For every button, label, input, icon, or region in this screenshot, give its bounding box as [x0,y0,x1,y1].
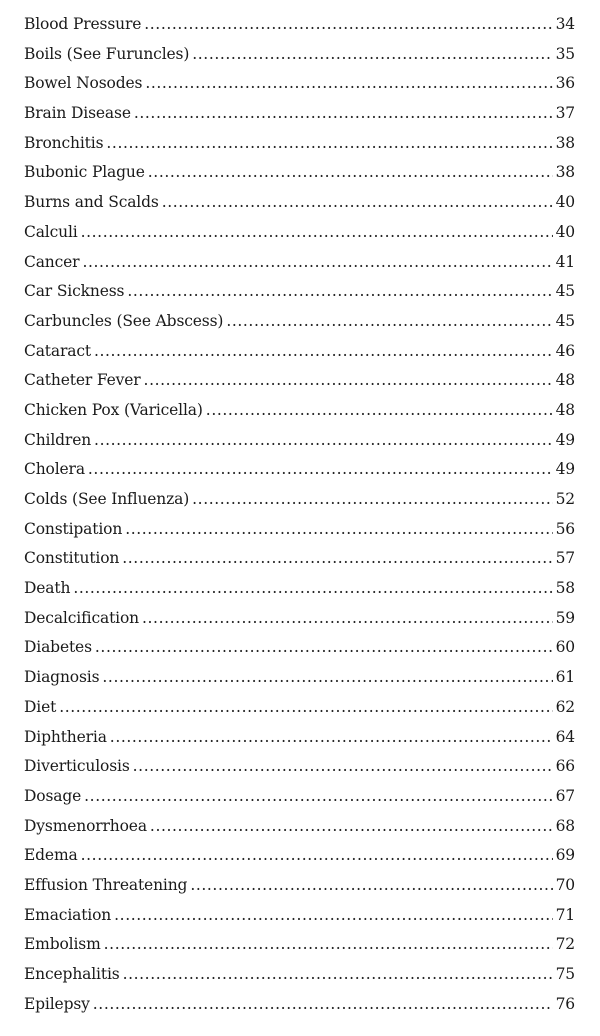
toc-entry [24,158,575,188]
toc-entry-page-number: 64 [555,727,575,746]
dot-leader [190,871,552,901]
toc-entry [24,633,575,663]
dot-leader [127,277,552,307]
toc-entry-page-number: 35 [555,44,575,63]
toc-entry-page-number: 49 [555,430,575,449]
toc-entry-page-number: 41 [555,252,575,271]
toc-entry [24,40,575,70]
toc-entry-title: Emaciation [24,905,112,924]
toc-entry-title: Bronchitis [24,133,104,152]
toc-entry-page-number: 40 [555,193,575,212]
dot-leader [114,901,552,931]
table-of-contents [24,10,575,1019]
dot-leader [122,544,552,574]
toc-entry-title: Cancer [24,252,80,271]
toc-entry-title: Boils (See Furuncles) [24,44,190,63]
toc-entry-title: Dosage [24,786,82,805]
toc-entry-page-number: 34 [555,15,575,33]
toc-entry-page-number: 38 [555,133,575,152]
toc-entry-page-number: 58 [555,579,575,598]
toc-entry [24,337,575,367]
toc-entry [24,960,575,990]
toc-entry-page-number: 67 [555,786,575,805]
toc-entry-title: Epilepsy [24,994,90,1013]
toc-entry-title: Catheter Fever [24,371,141,390]
toc-entry [24,515,575,545]
dot-leader [134,99,553,129]
toc-entry [24,812,575,842]
toc-entry-page-number: 60 [555,638,575,657]
dot-leader [95,633,553,663]
toc-entry-title: Encephalitis [24,965,120,983]
toc-entry [24,693,575,723]
dot-leader [94,426,553,456]
toc-entry-page-number: 48 [555,400,575,419]
toc-entry-title: Constipation [24,519,123,538]
toc-entry-title: Bowel Nosodes [24,74,143,93]
toc-entry [24,663,575,693]
toc-entry [24,782,575,812]
dot-leader [84,782,552,812]
toc-entry-title: Burns and Scalds [24,193,159,212]
toc-entry-page-number: 69 [555,846,575,865]
toc-entry-title: Edema [24,846,78,865]
toc-entry [24,990,575,1020]
dot-leader [192,485,552,515]
toc-entry [24,574,575,604]
dot-leader [144,366,553,396]
toc-entry-title: Diphtheria [24,727,107,746]
dot-leader [94,337,553,367]
toc-entry-page-number: 59 [555,608,575,627]
dot-leader [123,960,553,990]
dot-leader [148,158,553,188]
toc-entry-title: Bubonic Plague [24,163,145,182]
toc-entry-page-number: 49 [555,460,575,479]
toc-entry [24,752,575,782]
dot-leader [93,990,553,1020]
dot-leader [133,752,553,782]
toc-entry [24,544,575,574]
toc-entry-title: Diagnosis [24,668,100,687]
toc-entry [24,129,575,159]
toc-entry-page-number: 37 [555,104,575,123]
dot-leader [104,930,553,960]
toc-entry-page-number: 61 [555,668,575,687]
toc-entry-page-number: 52 [555,490,575,508]
toc-entry-title: Chicken Pox (Varicella) [24,400,203,419]
toc-entry-page-number: 56 [555,519,575,538]
toc-entry [24,723,575,753]
toc-entry [24,485,575,515]
toc-entry [24,307,575,337]
toc-entry-page-number: 70 [555,875,575,894]
toc-entry-page-number: 40 [555,222,575,241]
toc-entry-page-number: 76 [555,994,575,1013]
toc-entry-page-number: 66 [555,757,575,776]
toc-entry [24,188,575,218]
dot-leader [102,663,552,693]
toc-entry-title: Calculi [24,222,78,241]
toc-entry-title: Diabetes [24,638,92,657]
toc-entry-title: Constitution [24,549,120,568]
dot-leader [88,455,553,485]
toc-entry-page-number: 75 [555,965,575,983]
dot-leader [145,69,552,99]
toc-entry-title: Colds (See Influenza) [24,490,190,508]
toc-entry [24,277,575,307]
toc-entry-title: Brain Disease [24,104,131,123]
toc-entry [24,901,575,931]
dot-leader [106,129,552,159]
toc-entry-title: Effusion Threatening [24,875,188,894]
toc-entry-page-number: 72 [555,935,575,954]
dot-leader [150,812,553,842]
toc-entry-title: Children [24,430,92,449]
dot-leader [59,693,552,723]
toc-entry-page-number: 36 [555,74,575,93]
toc-entry-title: Decalcification [24,608,139,627]
toc-entry [24,366,575,396]
dot-leader [110,723,553,753]
toc-entry [24,99,575,129]
toc-entry-page-number: 62 [555,697,575,716]
toc-entry-page-number: 48 [555,371,575,390]
dot-leader [73,574,552,604]
toc-entry [24,218,575,248]
toc-entry [24,455,575,485]
toc-entry-page-number: 38 [555,163,575,182]
toc-entry-page-number: 57 [555,549,575,568]
toc-entry [24,426,575,456]
toc-entry [24,69,575,99]
toc-entry-title: Carbuncles (See Abscess) [24,311,224,330]
dot-leader [206,396,553,426]
toc-entry-title: Cholera [24,460,85,479]
dot-leader [81,841,553,871]
toc-entry-page-number: 45 [555,311,575,330]
toc-entry [24,10,575,40]
toc-entry-title: Diverticulosis [24,757,130,776]
toc-entry-title: Diet [24,697,57,716]
dot-leader [226,307,552,337]
dot-leader [81,218,553,248]
dot-leader [162,188,553,218]
toc-entry [24,841,575,871]
toc-entry-title: Blood Pressure [24,15,142,33]
dot-leader [82,248,552,278]
toc-entry-page-number: 46 [555,341,575,360]
toc-entry-page-number: 68 [555,816,575,835]
toc-entry-title: Car Sickness [24,282,125,301]
toc-entry-page-number: 71 [555,905,575,924]
dot-leader [125,515,552,545]
toc-entry-title: Death [24,579,71,598]
toc-entry-title: Dysmenorrhoea [24,816,147,835]
dot-leader [142,604,553,634]
toc-entry [24,930,575,960]
toc-entry [24,248,575,278]
toc-entry-title: Embolism [24,935,101,954]
dot-leader [144,10,552,40]
toc-entry-page-number: 45 [555,282,575,301]
toc-entry [24,396,575,426]
toc-entry-title: Cataract [24,341,91,360]
toc-entry [24,871,575,901]
toc-entry [24,604,575,634]
dot-leader [192,40,552,70]
